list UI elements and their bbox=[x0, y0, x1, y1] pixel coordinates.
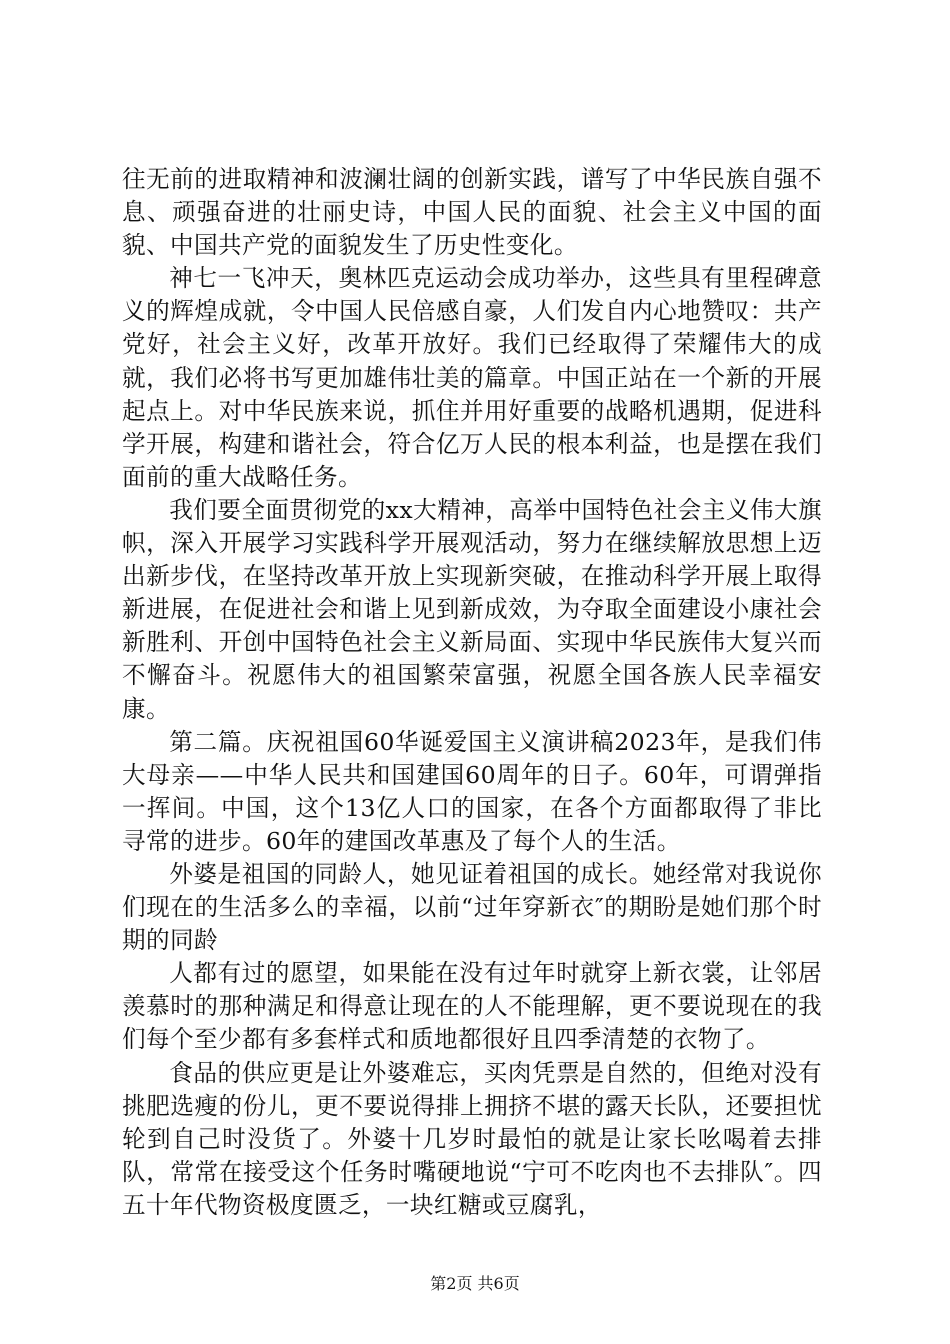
paragraph-1: 往无前的进取精神和波澜壮阔的创新实践，谱写了中华民族自强不息、顽强奋进的壮丽史诗，中国人民的面貌、社会主义中国的面貌、中国共产党的面貌发生了历史性变化。 bbox=[122, 165, 822, 260]
paragraph-6: 人都有过的愿望，如果能在没有过年时就穿上新衣裳，让邻居羡慕时的那种满足和得意让现在的人不能理解，更不要说现在的我们每个至少都有多套样式和质地都很好且四季清楚的衣物了。 bbox=[122, 959, 822, 1054]
paragraph-7: 食品的供应更是让外婆难忘，买肉凭票是自然的，但绝对没有挑肥选瘦的份儿，更不要说得排上拥挤不堪的露天长队，还要担忧轮到自己时没货了。外婆十几岁时最怕的就是让家长吆喝着去排队，常常在接受这个任务时嘴硬地说“宁可不吃肉也不去排队″。四五十年代物资极度匮乏，一块红糖或豆腐乳， bbox=[122, 1058, 822, 1219]
paragraph-5: 外婆是祖国的同龄人，她见证着祖国的成长。她经常对我说你们现在的生活多么的幸福，以前“过年穿新衣″的期盼是她们那个时期的同龄 bbox=[122, 859, 822, 955]
paragraph-2: 神七一飞冲天，奥林匹克运动会成功举办，这些具有里程碑意义的辉煌成就，令中国人民倍感自豪，人们发自内心地赞叹：共产党好，社会主义好，改革开放好。我们已经取得了荣耀伟大的成就，我们必将书写更加雄伟壮美的篇章。中国正站在一个新的开展起点上。对中华民族来说，抓住并用好重要的战略机遇期，促进科学开展，构建和谐社会，符合亿万人民的根本利益，也是摆在我们面前的重大战略任务。 bbox=[122, 264, 822, 491]
page-footer: 第2页 共6页 bbox=[430, 1274, 520, 1293]
paragraph-4: 第二篇。庆祝祖国60华诞爱国主义演讲稿2023年，是我们伟大母亲——中华人民共和国建国60周年的日子。60年，可谓弹指一挥间。中国，这个13亿人口的国家，在各个方面都取得了非比寻常的进步。60年的建国改革惠及了每个人的生活。 bbox=[122, 727, 822, 855]
document-body bbox=[122, 163, 822, 1222]
paragraph-3: 我们要全面贯彻党的xx大精神，高举中国特色社会主义伟大旗帜，深入开展学习实践科学开展观活动，努力在继续解放思想上迈出新步伐，在坚持改革开放上实现新突破，在推动科学开展上取得新进展，在促进社会和谐上见到新成效，为夺取全面建设小康社会新胜利、开创中国特色社会主义新局面、实现中华民族伟大复兴而不懈奋斗。祝愿伟大的祖国繁荣富强，祝愿全国各族人民幸福安康。 bbox=[122, 495, 822, 723]
